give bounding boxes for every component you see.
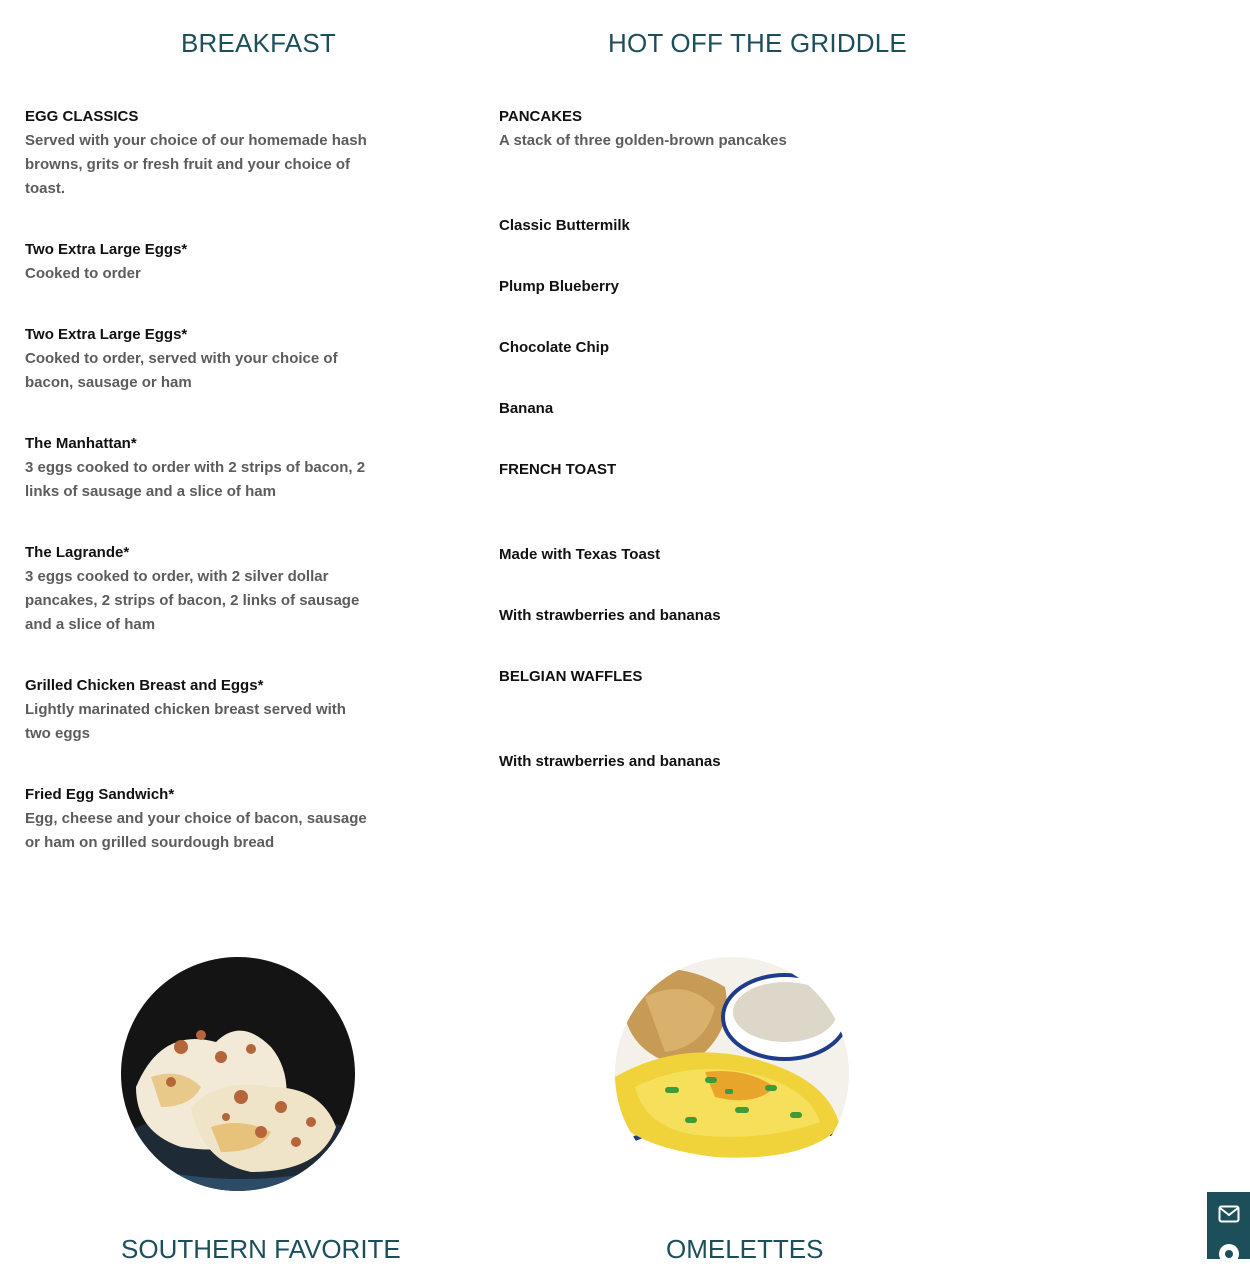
menu-item-desc: Served with your choice of our homemade hash browns, grits or fresh fruit and your choice of toast. bbox=[25, 132, 367, 197]
menu-item bbox=[499, 750, 969, 774]
menu-item-title: Grilled Chicken Breast and Eggs* bbox=[25, 677, 264, 694]
menu-item-title: Fried Egg Sandwich* bbox=[25, 786, 175, 803]
location-button[interactable] bbox=[1207, 1234, 1250, 1274]
menu-item bbox=[499, 458, 969, 482]
menu-item bbox=[499, 275, 969, 299]
menu-item bbox=[499, 105, 969, 153]
menu-item-title: With strawberries and bananas bbox=[499, 753, 721, 770]
menu-item bbox=[25, 432, 370, 504]
griddle-heading: HOT OFF THE GRIDDLE bbox=[608, 28, 907, 58]
menu-item bbox=[499, 397, 969, 421]
menu-item-title: PANCAKES bbox=[499, 108, 583, 125]
omelettes-heading: OMELETTES bbox=[666, 1234, 824, 1264]
menu-item bbox=[499, 214, 969, 238]
menu-item-title: Plump Blueberry bbox=[499, 278, 620, 295]
menu-item bbox=[25, 105, 370, 201]
map-pin-icon bbox=[1218, 1243, 1240, 1265]
menu-item bbox=[25, 783, 370, 855]
menu-item-title: FRENCH TOAST bbox=[499, 461, 617, 478]
menu-item bbox=[499, 336, 969, 360]
menu-item bbox=[499, 665, 969, 689]
menu-item-title: EGG CLASSICS bbox=[25, 108, 139, 125]
menu-item-title: The Lagrande* bbox=[25, 544, 130, 561]
menu-item-desc: Lightly marinated chicken breast served with two eggs bbox=[25, 701, 346, 742]
email-button[interactable] bbox=[1207, 1194, 1250, 1234]
menu-item bbox=[25, 323, 370, 395]
menu-item-title: Classic Buttermilk bbox=[499, 217, 630, 234]
menu-item bbox=[25, 238, 370, 286]
side-contact-bar bbox=[1207, 1192, 1250, 1259]
menu-item-title: Banana bbox=[499, 400, 554, 417]
menu-item-desc: A stack of three golden-brown pancakes bbox=[499, 132, 787, 149]
menu-item-desc: 3 eggs cooked to order with 2 strips of bacon, 2 links of sausage and a slice of ham bbox=[25, 459, 366, 500]
menu-item bbox=[25, 541, 370, 637]
menu-item-title: Made with Texas Toast bbox=[499, 546, 661, 563]
southern-favorite-photo[interactable] bbox=[121, 957, 355, 1191]
envelope-icon bbox=[1218, 1205, 1240, 1223]
southern-favorite-heading: SOUTHERN FAVORITE bbox=[121, 1234, 401, 1264]
menu-item-title: Chocolate Chip bbox=[499, 339, 610, 356]
menu-item-desc: Egg, cheese and your choice of bacon, sausage or ham on grilled sourdough bread bbox=[25, 810, 367, 851]
menu-item-desc: Cooked to order bbox=[25, 265, 141, 282]
menu-item-title: Two Extra Large Eggs* bbox=[25, 241, 188, 258]
menu-item bbox=[499, 604, 969, 628]
menu-item bbox=[25, 674, 370, 746]
menu-item-desc: Cooked to order, served with your choice of bacon, sausage or ham bbox=[25, 350, 338, 391]
menu-item bbox=[499, 543, 969, 567]
menu-item-title: Two Extra Large Eggs* bbox=[25, 326, 188, 343]
breakfast-heading: BREAKFAST bbox=[181, 28, 336, 58]
menu-item-title: With strawberries and bananas bbox=[499, 607, 721, 624]
menu-item-desc: 3 eggs cooked to order, with 2 silver dollar pancakes, 2 strips of bacon, 2 links of sausage and a slice of ham bbox=[25, 568, 360, 633]
omelette-photo[interactable] bbox=[615, 957, 849, 1191]
menu-item-title: The Manhattan* bbox=[25, 435, 137, 452]
menu-item-title: BELGIAN WAFFLES bbox=[499, 668, 643, 685]
